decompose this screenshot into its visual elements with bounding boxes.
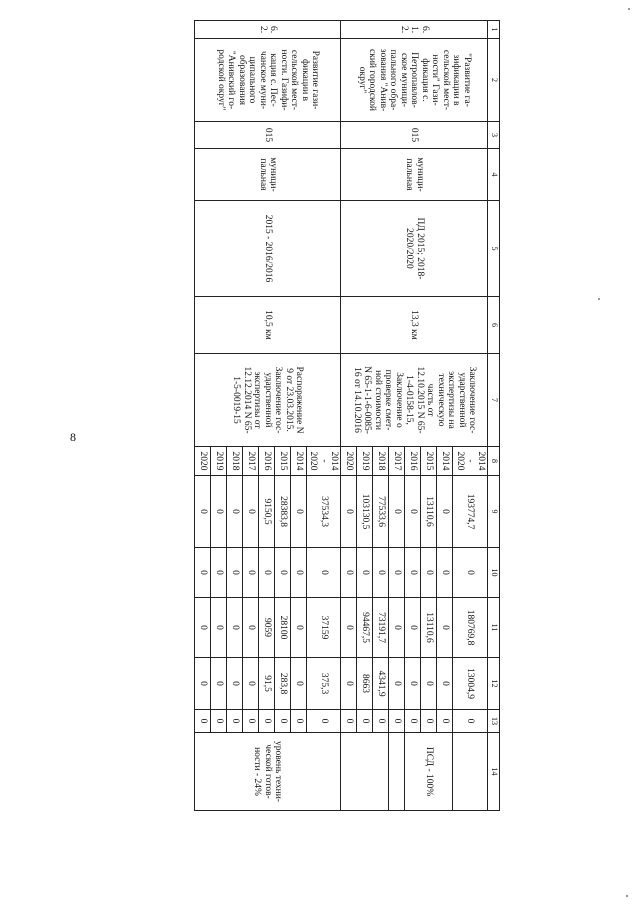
value-cell-13: 0 (357, 710, 373, 733)
table-row (453, 21, 488, 811)
year-cell: 2017 (243, 447, 259, 476)
value-cell-13: 0 (195, 710, 211, 733)
value-cell-10: 0 (453, 548, 488, 598)
value-cell-11: 9059 (259, 598, 275, 658)
item-name: "Развитие га- зификации в сельской мест- ности" Гази- фикация с. Петропавлов- ское муници- пального обра- зования "Анив- ский городской округ" (341, 39, 488, 122)
value-cell-10: 0 (243, 548, 259, 598)
scan-speck (598, 298, 600, 300)
value-cell-10: 0 (421, 548, 437, 598)
value-cell-10: 0 (437, 548, 453, 598)
item-period: ПД 2015; 2018- 2020/2020 (341, 201, 488, 297)
value-cell-13: 0 (243, 710, 259, 733)
column-number-14: 14 (488, 733, 500, 811)
year-cell: 2019 (211, 447, 227, 476)
value-cell-9: 77533,6 (373, 476, 389, 548)
year-cell: 2015 (275, 447, 291, 476)
note-cell (341, 733, 389, 811)
value-cell-13: 0 (291, 710, 307, 733)
column-number-12: 12 (488, 658, 500, 710)
value-cell-10: 0 (341, 548, 357, 598)
value-cell-13: 0 (307, 710, 342, 733)
value-cell-12: 0 (405, 658, 421, 710)
value-cell-9: 0 (389, 476, 405, 548)
value-cell-12: 8663 (357, 658, 373, 710)
value-cell-13: 0 (421, 710, 437, 733)
value-cell-11: 13110,6 (421, 598, 437, 658)
value-cell-12: 13004,9 (453, 658, 488, 710)
value-cell-12: 0 (341, 658, 357, 710)
item-type: муници- пальная (341, 149, 488, 201)
column-number-2: 2 (488, 39, 500, 122)
year-cell: 2016 (405, 447, 421, 476)
value-cell-10: 0 (211, 548, 227, 598)
year-cell: 2014 - 2020 (453, 447, 488, 476)
value-cell-10: 0 (227, 548, 243, 598)
year-cell: 2015 (421, 447, 437, 476)
item-number: 6. 2. (195, 21, 342, 39)
item-code: 015 (195, 122, 342, 149)
value-cell-9: 13110,6 (421, 476, 437, 548)
value-cell-11: 94467,5 (357, 598, 373, 658)
item-length: 13,3 км (341, 297, 488, 354)
year-cell: 2014 (437, 447, 453, 476)
value-cell-10: 0 (405, 548, 421, 598)
value-cell-12: 0 (291, 658, 307, 710)
program-table (194, 20, 500, 811)
value-cell-10: 0 (307, 548, 342, 598)
item-type: муници- пальная (195, 149, 342, 201)
value-cell-12: 0 (421, 658, 437, 710)
value-cell-11: 0 (195, 598, 211, 658)
value-cell-13: 0 (453, 710, 488, 733)
value-cell-13: 0 (405, 710, 421, 733)
year-cell: 2014 (291, 447, 307, 476)
column-number-9: 9 (488, 476, 500, 548)
column-number-8: 8 (488, 447, 500, 476)
column-number-3: 3 (488, 122, 500, 149)
item-name: Развитие гази- фикации в сельской мест- ности. Газифи- кация с. Пес- чанское муни- ципального образования "Анивский го- родской округ" (195, 39, 342, 122)
item-note: уровень техни- ческой готов- ности - 24% (195, 733, 342, 811)
scan-speck (628, 8, 630, 10)
year-cell: 2019 (357, 447, 373, 476)
value-cell-9: 0 (243, 476, 259, 548)
value-cell-11: 37159 (307, 598, 342, 658)
year-cell: 2017 (389, 447, 405, 476)
value-cell-9: 0 (211, 476, 227, 548)
value-cell-9: 0 (195, 476, 211, 548)
value-cell-10: 0 (389, 548, 405, 598)
value-cell-11: 0 (405, 598, 421, 658)
note-cell (453, 733, 488, 811)
year-cell: 2018 (373, 447, 389, 476)
item-note: ПСД - 100% (405, 733, 453, 811)
value-cell-11: 0 (243, 598, 259, 658)
value-cell-13: 0 (341, 710, 357, 733)
value-cell-12: 4341,9 (373, 658, 389, 710)
value-cell-11: 0 (211, 598, 227, 658)
value-cell-11: 0 (291, 598, 307, 658)
item-document: Распоряжение N 9 от 23.03.2015. Заключение гос- ударственной экспертизы от 12.12.2014 N 65- 1-5-0019-15 (195, 354, 342, 447)
value-cell-13: 0 (227, 710, 243, 733)
item-code: 015 (341, 122, 488, 149)
value-cell-11: 0 (437, 598, 453, 658)
value-cell-12: 0 (211, 658, 227, 710)
value-cell-9: 0 (405, 476, 421, 548)
column-number-4: 4 (488, 149, 500, 201)
table-row (307, 21, 342, 811)
value-cell-13: 0 (389, 710, 405, 733)
value-cell-10: 0 (291, 548, 307, 598)
year-cell: 2018 (227, 447, 243, 476)
item-period: 2015 - 2016/2016 (195, 201, 342, 297)
value-cell-13: 0 (275, 710, 291, 733)
year-cell: 2016 (259, 447, 275, 476)
value-cell-11: 180769,8 (453, 598, 488, 658)
value-cell-12: 375,3 (307, 658, 342, 710)
value-cell-11: 0 (341, 598, 357, 658)
rotated-document (100, 20, 500, 810)
value-cell-9: 0 (437, 476, 453, 548)
value-cell-13: 0 (259, 710, 275, 733)
item-document: Заключение гос- ударственной экспертизы на техническую часть от 12.10.2015 N 65- 1-4-0158-15, Заключение о проверке смет- ной стоимости N 65-1-1-6-0085- 16 от 14.10.2016 (341, 354, 488, 447)
value-cell-12: 0 (437, 658, 453, 710)
value-cell-13: 0 (211, 710, 227, 733)
value-cell-10: 0 (357, 548, 373, 598)
value-cell-12: 0 (243, 658, 259, 710)
value-cell-10: 0 (195, 548, 211, 598)
column-number-row (488, 21, 500, 811)
value-cell-9: 37534,3 (307, 476, 342, 548)
column-number-5: 5 (488, 201, 500, 297)
column-number-13: 13 (488, 710, 500, 733)
year-cell: 2014 - 2020 (307, 447, 342, 476)
value-cell-9: 0 (227, 476, 243, 548)
value-cell-11: 28100 (275, 598, 291, 658)
value-cell-9: 0 (291, 476, 307, 548)
value-cell-13: 0 (437, 710, 453, 733)
column-number-10: 10 (488, 548, 500, 598)
value-cell-11: 0 (227, 598, 243, 658)
value-cell-10: 0 (275, 548, 291, 598)
value-cell-9: 193774,7 (453, 476, 488, 548)
value-cell-13: 0 (373, 710, 389, 733)
note-cell (389, 733, 405, 811)
page-number: 8 (70, 430, 76, 444)
column-number-7: 7 (488, 354, 500, 447)
column-number-11: 11 (488, 598, 500, 658)
value-cell-12: 283,8 (275, 658, 291, 710)
item-length: 10,5 км (195, 297, 342, 354)
scan-speck (626, 895, 628, 897)
value-cell-9: 0 (341, 476, 357, 548)
value-cell-11: 73191,7 (373, 598, 389, 658)
year-cell: 2020 (341, 447, 357, 476)
value-cell-12: 0 (227, 658, 243, 710)
value-cell-10: 0 (259, 548, 275, 598)
column-number-6: 6 (488, 297, 500, 354)
value-cell-12: 91,5 (259, 658, 275, 710)
value-cell-12: 0 (195, 658, 211, 710)
value-cell-10: 0 (373, 548, 389, 598)
value-cell-11: 0 (389, 598, 405, 658)
value-cell-12: 0 (389, 658, 405, 710)
value-cell-9: 9150,5 (259, 476, 275, 548)
value-cell-9: 28383,8 (275, 476, 291, 548)
column-number-1: 1 (488, 21, 500, 39)
value-cell-9: 103130,5 (357, 476, 373, 548)
item-number: 6. 1. 2. (341, 21, 488, 39)
year-cell: 2020 (195, 447, 211, 476)
